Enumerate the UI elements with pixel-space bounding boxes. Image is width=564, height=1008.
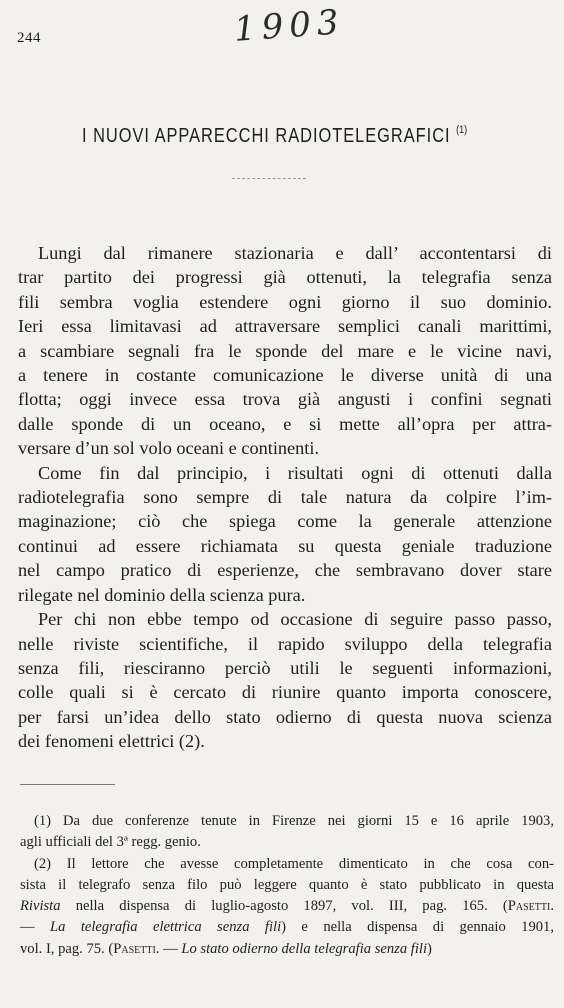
text-line: radiotelegrafia sono sempre di tale natura da colpire l’im- [18,487,552,508]
paragraph-2 [18,461,552,607]
text-line: Come fin dal principio, i risultati ogni di ottenuti dalla [38,462,552,483]
footnote-line: (1) Da due conferenze tenute in Firenze nei giorni 15 e 16 aprile 1903, [34,813,554,829]
text-line: per farsi un’idea dello stato odierno di questa nuova scienza [18,706,552,727]
footnote-line [20,939,554,960]
text-line: versare d’un sol volo oceani e continenti. [18,438,320,459]
text-line: dalle sponde di un oceano, e si mette all’opra per attra- [18,413,552,434]
text-line: Lungi dal rimanere stazionaria e dall’ accontentarsi di [38,243,552,263]
footnote-divider [20,784,115,785]
paragraph-3 [18,607,552,753]
article-citation: Lo stato odierno della telegrafia senza fili [181,940,428,957]
footnote-2 [20,854,554,960]
text-line: continui ad essere richiamata su questa geniale traduzione [18,535,552,556]
text-line: colle quali si è cercato di riunire quanto importa conoscere, [18,682,552,703]
footnotes [20,811,554,960]
article-title-text: I NUOVI APPARECCHI RADIOTELEGRAFICI [82,125,451,147]
author-name: Pasetti. [113,940,160,957]
dash: — [20,919,51,936]
dash: — [159,940,182,957]
footnote-line: agli ufficiali del 3ª regg. genio. [20,834,201,851]
footnote-text: nella dispensa di luglio-agosto 1897, vol. III, pag. 165. ( [60,898,508,915]
text-line: senza fili, riesciranno perciò utili le seguenti informazioni, [18,657,552,678]
title-footnote-ref: (1) [456,124,468,136]
text-line: Ieri essa limitavasi ad attraversare semplici canali marittimi, [18,316,552,337]
author-name: Pasetti. [507,898,554,915]
footnote-line: (2) Il lettore che avesse completamente dimenticato in che cosa con- [34,855,554,872]
footnote-text: ) e nella dispensa di gennaio 1901, [281,919,555,936]
text-line: Per chi non ebbe tempo od occasione di seguire passo passo, [38,609,552,630]
text-line: dei fenomeni elettrici (2). [18,731,205,752]
text-line: a tenere in costante comunicazione le diverse unità di una [18,365,552,386]
journal-name: Rivista [20,898,61,915]
text-line: flotta; oggi invece essa trova già angusti i confini segnati [18,389,552,410]
paragraph-1 [18,241,552,461]
text-line: maginazione; ciò che spiega come la generale attenzione [18,511,552,532]
article-title [82,124,467,148]
footnote-line: sista il telegrafo senza filo può leggere quanto è stato pubblicato in questa [20,876,554,893]
footnote-line [20,896,554,917]
footnote-text: ) [427,940,432,957]
title-divider [232,178,306,179]
handwritten-year-annotation: 1903 [232,2,346,50]
text-line: fili sembra voglia estendere ogni giorno il suo dominio. [18,291,552,312]
article-body [18,241,552,754]
text-line: trar partito dei progressi già ottenuti, la telegrafia senza [18,267,552,288]
text-line: a scambiare segnali fra le sponde del mare e le vicine navi, [18,340,552,361]
footnote-text: vol. I, pag. 75. ( [20,940,114,957]
text-line: rilegate nel dominio della scienza pura. [18,584,306,605]
article-citation: La telegrafia elettrica senza fili [50,919,282,936]
page-number: 244 [17,30,41,46]
text-line: nelle riviste scientifiche, il rapido sviluppo della telegrafia [18,633,552,654]
footnote-line [20,917,554,938]
footnote-1 [20,811,554,854]
text-line: nel campo pratico di esperienze, che sembravano dover stare [18,560,552,581]
